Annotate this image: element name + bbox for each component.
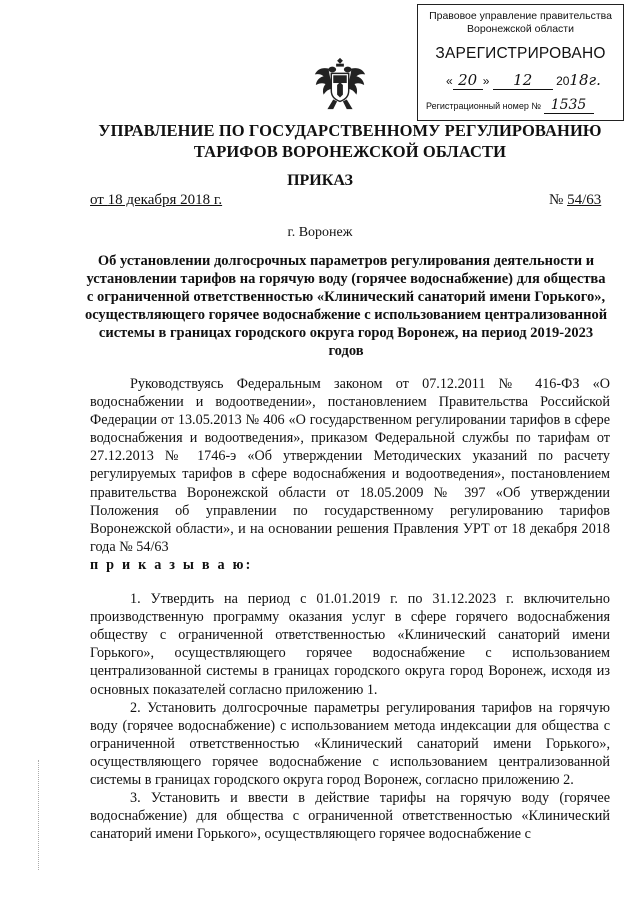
margin-mark bbox=[38, 760, 39, 870]
item-2-paragraph: 2. Установить долгосрочные параметры регулирования тарифов на горячую воду (горячее водоснабжение) с использованием метода индексации для общества с ограниченной ответственностью «Клинический санаторий имени Горького», осуществляющего горячее водоснабжение с использованием централизованной системы в границах городского округа город Воронеж, согласно приложению 2. bbox=[90, 699, 610, 788]
organization-title bbox=[60, 120, 640, 162]
stamp-close-quote: » bbox=[482, 74, 490, 88]
org-title-line2: ТАРИФОВ ВОРОНЕЖСКОЙ ОБЛАСТИ bbox=[193, 142, 507, 161]
stamp-reg-number-value: 1535 bbox=[544, 97, 594, 114]
order-body bbox=[90, 375, 610, 843]
stamp-org-line2: Воронежской области bbox=[467, 23, 574, 35]
stamp-day: 20 bbox=[453, 71, 483, 90]
order-number-prefix: № bbox=[549, 192, 568, 208]
order-number bbox=[549, 192, 601, 209]
order-date bbox=[90, 192, 222, 209]
item-1-paragraph: 1. Утвердить на период с 01.01.2019 г. по 31.12.2023 г. включительно производственную программу оказания услуг в сфере горячего водоснабжения обществу с ограниченной ответственностью «Клинический санаторий имени Горького», осуществляющего горячее водоснабжение с использованием централизованной системы в границах городского округа город Воронеж, исходя из основных показателей согласно приложению 1. bbox=[90, 591, 610, 698]
order-subject: Об установлении долгосрочных параметров регулирования деятельности и установлении тарифов на горячую воду (горячее водоснабжение) для общества с ограниченной ответственностью «Клинический санаторий имени Горького», осуществляющего горячее водоснабжение с использованием централизованной системы в границах городского округа город Воронеж, на период 2019-2023 годов bbox=[84, 253, 608, 359]
org-title-line1: УПРАВЛЕНИЕ ПО ГОСУДАРСТВЕННОМУ РЕГУЛИРОВАНИЮ bbox=[98, 121, 602, 140]
stamp-month: 12 bbox=[493, 71, 553, 90]
paragraph-spacer bbox=[90, 574, 610, 590]
coat-of-arms-icon bbox=[311, 55, 369, 113]
stamp-org-line1: Правовое управление правительства bbox=[429, 10, 612, 22]
stamp-year-prefix: 20 bbox=[556, 74, 570, 88]
order-date-prefix: от bbox=[90, 192, 108, 208]
stamp-open-quote: « bbox=[446, 74, 453, 88]
stamp-registered: ЗАРЕГИСТРИРОВАНО bbox=[435, 45, 606, 62]
order-date-value: 18 декабря 2018 г. bbox=[107, 192, 223, 208]
order-title: ПРИКАЗ bbox=[287, 172, 353, 189]
registration-stamp bbox=[417, 4, 624, 121]
item-3-paragraph: 3. Установить и ввести в действие тарифы на горячую воду (горячее водоснабжение) для общества с ограниченной ответственностью «Клинический санаторий имени Горького», осуществляющего горячее водоснабжение с bbox=[90, 790, 610, 843]
preamble-paragraph: Руководствуясь Федеральным законом от 07.12.2011 № 416-ФЗ «О водоснабжении и водоотведении», постановлением Правительства Российской Федерации от 13.05.2013 № 406 «О государственном регулировании тарифов в сфере водоснабжения и водоотведения», приказом Федеральной службы по тарифам от 27.12.2013 № 1746-э «Об утверждении Методических указаний по расчету регулируемых тарифов в сфере водоснабжения и водоотведения», постановлением правительства Воронежской области от 18.05.2009 № 397 «Об утверждении Положения об управлении по государственному регулированию тарифов Воронежской области», и на основании решения Правления УРТ от 18 декабря 2018 года № 54/63 bbox=[90, 376, 610, 555]
stamp-reg-number bbox=[426, 97, 621, 114]
order-word: п р и к а з ы в а ю: bbox=[90, 556, 253, 573]
city: г. Воронеж bbox=[287, 225, 353, 240]
stamp-year-suffix: 18г. bbox=[569, 71, 601, 89]
order-number-value: 54/63 bbox=[567, 192, 602, 208]
stamp-date bbox=[446, 71, 616, 90]
stamp-reg-number-label: Регистрационный номер № bbox=[426, 101, 542, 111]
stamp-org bbox=[418, 10, 623, 36]
